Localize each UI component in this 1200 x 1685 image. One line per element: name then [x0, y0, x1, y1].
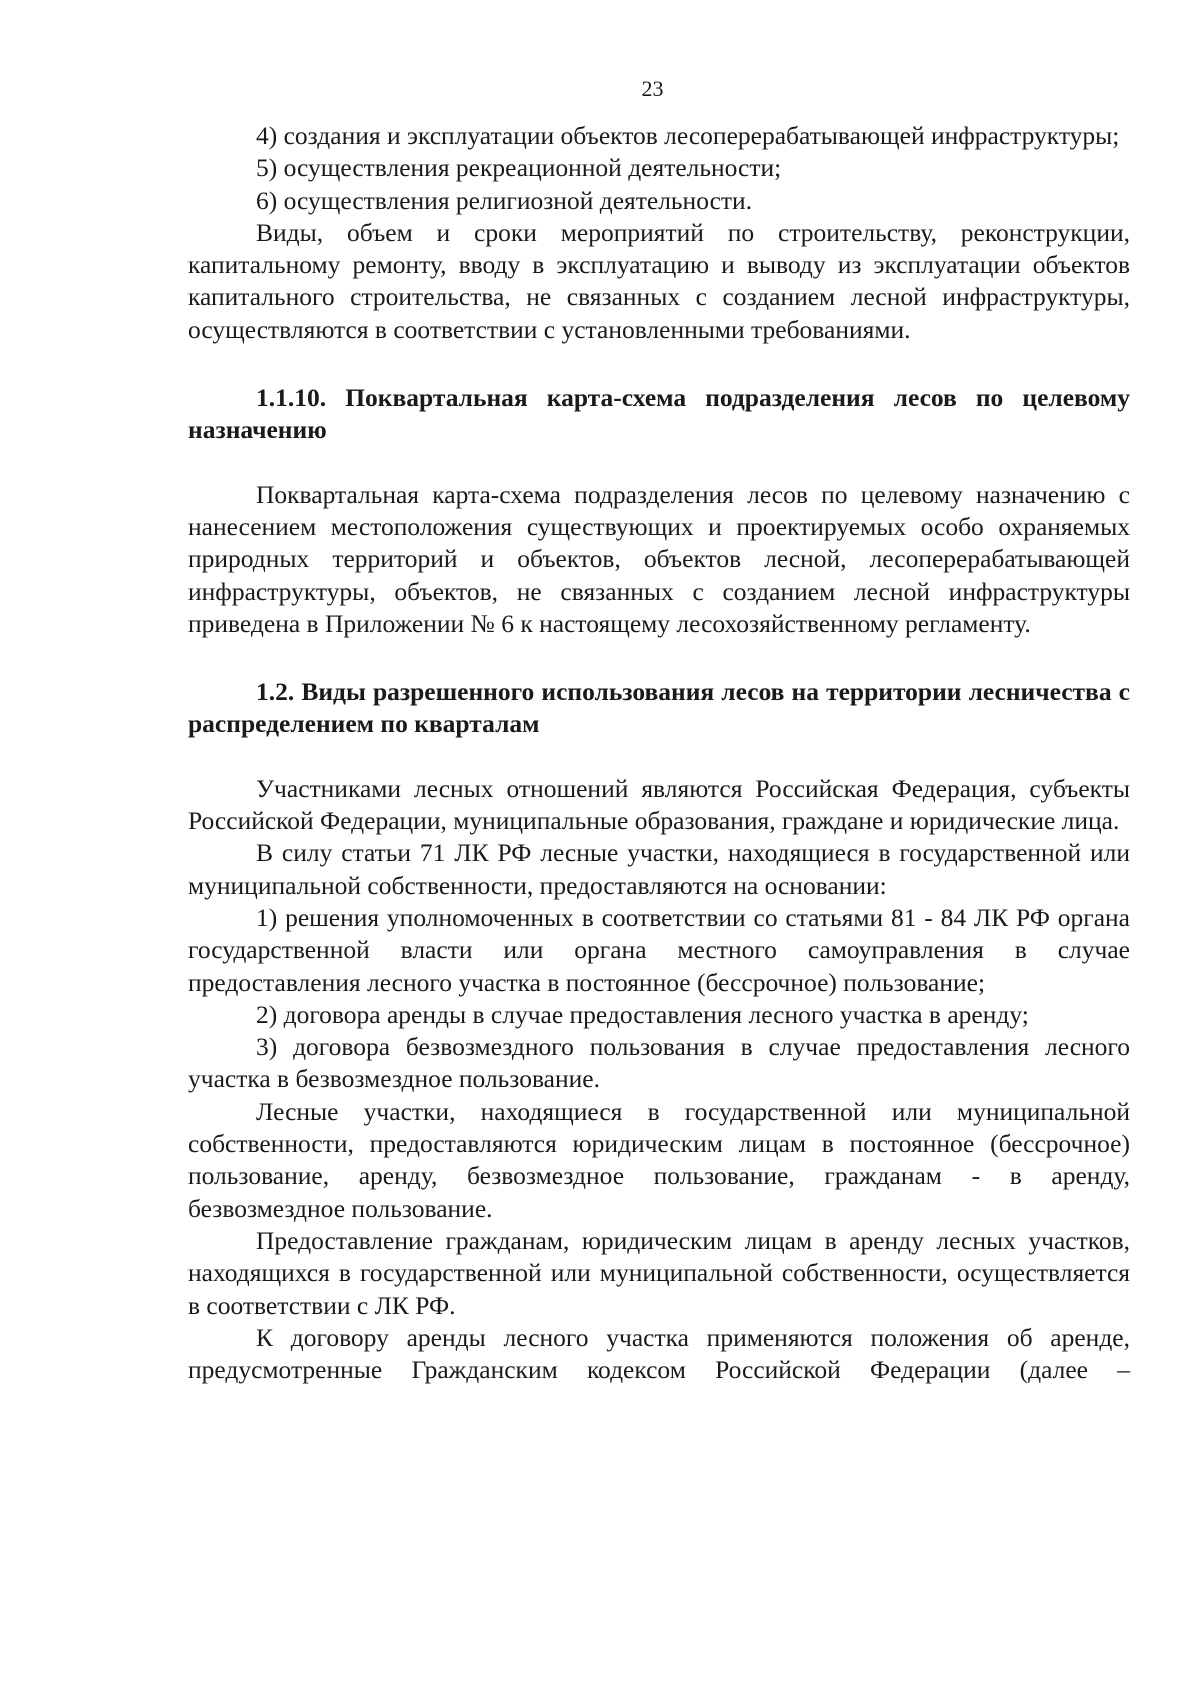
list-item: 4) создания и эксплуатации объектов лесоперерабатывающей инфраструктуры;	[256, 121, 1120, 150]
section-heading: 1.1.10. Поквартальная карта-схема подразделения лесов по целевому назначению	[188, 383, 1130, 445]
list-item: 5) осуществления рекреационной деятельности;	[256, 153, 782, 183]
list-item: 3) договора безвозмездного пользования в случае предоставления лесного участка в безвозмездное пользование.	[188, 1032, 1130, 1094]
paragraph: Лесные участки, находящиеся в государственной или муниципальной собственности, предоставляются юридическим лицам в постоянное (бессрочное) пользование, аренду, безвозмездное пользование, гражданам - в аренду, безвозмездное пользование.	[188, 1096, 1130, 1223]
list-item: 1) решения уполномоченных в соответствии со статьями 81 - 84 ЛК РФ органа государственной власти или органа местного самоуправления в случае предоставления лесного участка в постоянное (бессрочное) пользование;	[188, 902, 1130, 997]
list-item: 2) договора аренды в случае предоставления лесного участка в аренду;	[256, 999, 1029, 1029]
paragraph: Поквартальная карта-схема подразделения лесов по целевому назначению с нанесением местоположения существующих и проектируемых особо охраняемых природных территорий и объектов, объектов лесной, лесоперерабатывающей инфраструктуры, объектов, не связанных с созданием лесной инфраструктуры приведена в Приложении № 6 к настоящему лесохозяйственному регламенту.	[188, 479, 1130, 638]
section-heading: 1.2. Виды разрешенного использования лесов на территории лесничества с распределением по кварталам	[188, 677, 1130, 739]
paragraph: Предоставление гражданам, юридическим лицам в аренду лесных участков, находящихся в государственной или муниципальной собственности, осуществляется в соответствии с ЛК РФ.	[188, 1225, 1130, 1320]
list-item: 6) осуществления религиозной деятельности.	[256, 185, 753, 215]
paragraph: Участниками лесных отношений являются Российская Федерация, субъекты Российской Федерации, муниципальные образования, граждане и юридические лица.	[188, 773, 1130, 836]
page-number: 23	[641, 76, 664, 101]
document-body	[188, 120, 1130, 1386]
paragraph: В силу статьи 71 ЛК РФ лесные участки, находящиеся в государственной или муниципальной собственности, предоставляются на основании:	[188, 838, 1130, 900]
paragraph: К договору аренды лесного участка применяются положения об аренде, предусмотренные Гражданским кодексом Российской Федерации (далее –	[188, 1322, 1130, 1385]
paragraph: Виды, объем и сроки мероприятий по строительству, реконструкции, капитальному ремонту, вводу в эксплуатацию и выводу из эксплуатации объектов капитального строительства, не связанных с созданием лесной инфраструктуры, осуществляются в соответствии с установленными требованиями.	[188, 217, 1130, 344]
